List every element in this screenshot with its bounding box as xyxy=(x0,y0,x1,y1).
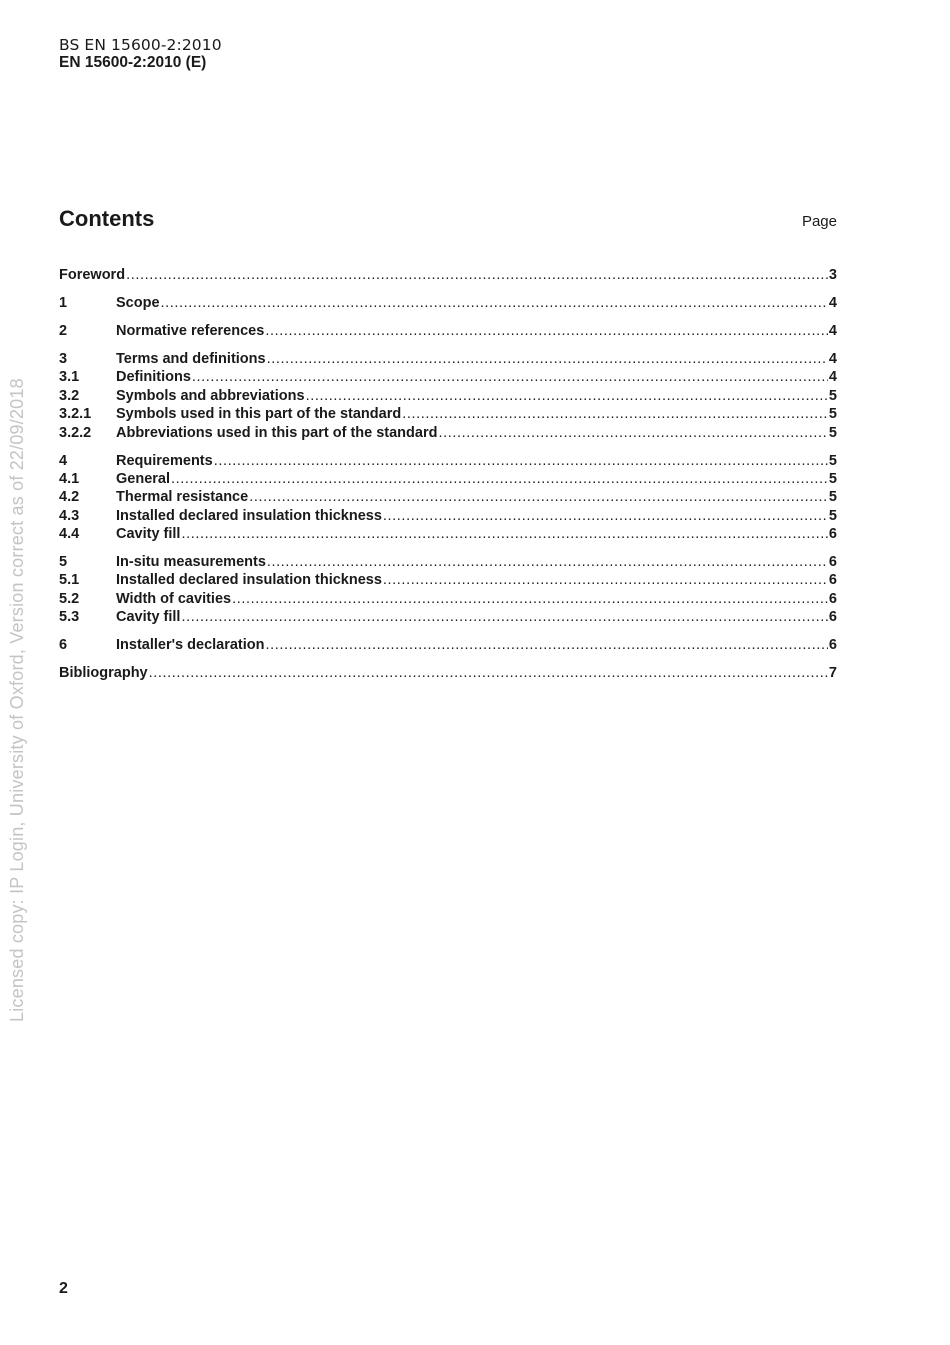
toc-entry-page: 6 xyxy=(828,637,837,654)
toc-entry-title: Installed declared insulation thickness xyxy=(116,507,382,524)
toc-entry-page: 4 xyxy=(828,369,837,386)
toc-entry-title: Scope xyxy=(116,294,160,311)
toc-entry-number: 5 xyxy=(59,554,68,571)
toc-entry-page: 5 xyxy=(828,507,837,524)
toc-entry-title: Foreword xyxy=(59,267,126,283)
toc-entry[interactable] xyxy=(59,571,837,589)
toc-entry-page: 6 xyxy=(828,526,837,543)
toc-leader-dots xyxy=(402,405,828,423)
toc-entry[interactable] xyxy=(59,424,837,442)
toc-entry-number: 5.3 xyxy=(59,609,80,626)
toc-entry[interactable] xyxy=(59,488,837,506)
toc-entry-page: 5 xyxy=(828,387,837,404)
toc-entry[interactable] xyxy=(59,387,837,405)
toc-leader-dots xyxy=(126,266,828,284)
toc-entry-title: Definitions xyxy=(116,369,191,386)
page-title: Contents xyxy=(59,206,155,231)
toc-entry[interactable] xyxy=(59,294,837,312)
toc-entry-number: 3.2.1 xyxy=(59,406,92,423)
toc-entry-number: 2 xyxy=(59,322,68,339)
toc-entry-title: Abbreviations used in this part of the standard xyxy=(116,424,438,441)
toc-entry[interactable] xyxy=(59,322,837,340)
toc-entry-page: 7 xyxy=(828,665,837,682)
toc-entry-number: 4.3 xyxy=(59,507,80,524)
toc-entry-number: 4.4 xyxy=(59,526,80,543)
toc-entry-page: 4 xyxy=(828,350,837,367)
toc-leader-dots xyxy=(192,368,828,386)
toc-entry-title: Cavity fill xyxy=(116,609,181,626)
toc-entry-number: 5.1 xyxy=(59,572,80,589)
toc-entry-title: Cavity fill xyxy=(116,526,181,543)
toc-entry-title: Installed declared insulation thickness xyxy=(116,572,382,589)
toc-leader-dots xyxy=(161,294,828,312)
bs-standard-id: BS EN 15600-2:2010 xyxy=(59,36,222,54)
toc-entry-title: Installer's declaration xyxy=(116,637,265,654)
toc-leader-dots xyxy=(266,636,828,654)
toc-entry-number: 3.2.2 xyxy=(59,424,92,441)
toc-entry[interactable] xyxy=(59,405,837,423)
toc-entry[interactable] xyxy=(59,470,837,488)
toc-entry[interactable] xyxy=(59,608,837,626)
toc-entry-number: 3.1 xyxy=(59,369,80,386)
toc-entry-bibliography[interactable] xyxy=(59,664,837,682)
toc-leader-dots xyxy=(181,525,827,543)
toc-entry-number: 4 xyxy=(59,452,68,469)
toc-entry[interactable] xyxy=(59,507,837,525)
toc-entry-page: 5 xyxy=(828,406,837,423)
toc-entry-page: 5 xyxy=(828,452,837,469)
toc-entry[interactable] xyxy=(59,452,837,470)
toc-entry-page: 5 xyxy=(828,424,837,441)
toc-leader-dots xyxy=(171,470,828,488)
toc-entry-page: 3 xyxy=(828,267,837,283)
toc-entry-page: 5 xyxy=(828,489,837,506)
toc-entry-page: 6 xyxy=(828,572,837,589)
toc-entry-foreword[interactable] xyxy=(59,266,837,284)
toc-entry-title: Terms and definitions xyxy=(116,350,266,367)
toc-entry-title: In-situ measurements xyxy=(116,554,266,571)
toc-entry-title: Bibliography xyxy=(59,665,148,682)
table-of-contents xyxy=(59,266,837,683)
toc-entry-page: 4 xyxy=(828,322,837,339)
toc-entry-page: 6 xyxy=(828,609,837,626)
document-header xyxy=(59,36,222,72)
toc-entry-number: 3 xyxy=(59,350,68,367)
toc-entry[interactable] xyxy=(59,368,837,386)
toc-entry-number: 4.2 xyxy=(59,489,80,506)
toc-entry-title: Thermal resistance xyxy=(116,489,249,506)
toc-entry-number: 1 xyxy=(59,294,68,311)
toc-leader-dots xyxy=(383,507,828,525)
toc-entry-page: 5 xyxy=(828,470,837,487)
toc-entry-page: 6 xyxy=(828,554,837,571)
toc-entry-title: Symbols and abbreviations xyxy=(116,387,305,404)
toc-leader-dots xyxy=(265,322,828,340)
toc-entry[interactable] xyxy=(59,553,837,571)
toc-entry-number: 5.2 xyxy=(59,590,80,607)
toc-entry-title: General xyxy=(116,470,170,487)
toc-entry-title: Normative references xyxy=(116,322,265,339)
toc-leader-dots xyxy=(232,590,828,608)
toc-leader-dots xyxy=(249,488,828,506)
toc-entry-page: 4 xyxy=(828,294,837,311)
toc-entry-title: Width of cavities xyxy=(116,590,232,607)
toc-entry[interactable] xyxy=(59,525,837,543)
toc-entry-number: 6 xyxy=(59,637,68,654)
toc-entry[interactable] xyxy=(59,590,837,608)
toc-entry-number: 3.2 xyxy=(59,387,80,404)
toc-leader-dots xyxy=(149,664,828,682)
toc-entry-title: Requirements xyxy=(116,452,213,469)
toc-entry[interactable] xyxy=(59,350,837,368)
page-number: 2 xyxy=(59,1280,68,1297)
toc-entry-number: 4.1 xyxy=(59,470,80,487)
toc-entry[interactable] xyxy=(59,636,837,654)
toc-entry-title: Symbols used in this part of the standard xyxy=(116,406,402,423)
page-column-label: Page xyxy=(801,213,837,230)
license-watermark: Licensed copy: IP Login, University of Oxford, Version correct as of 22/09/2018 xyxy=(7,378,27,1022)
toc-leader-dots xyxy=(181,608,827,626)
toc-leader-dots xyxy=(383,571,828,589)
toc-leader-dots xyxy=(438,424,827,442)
toc-leader-dots xyxy=(267,350,828,368)
en-standard-id: EN 15600-2:2010 (E) xyxy=(59,54,207,71)
toc-leader-dots xyxy=(306,387,828,405)
toc-leader-dots xyxy=(267,553,828,571)
toc-leader-dots xyxy=(214,452,828,470)
toc-entry-page: 6 xyxy=(828,590,837,607)
